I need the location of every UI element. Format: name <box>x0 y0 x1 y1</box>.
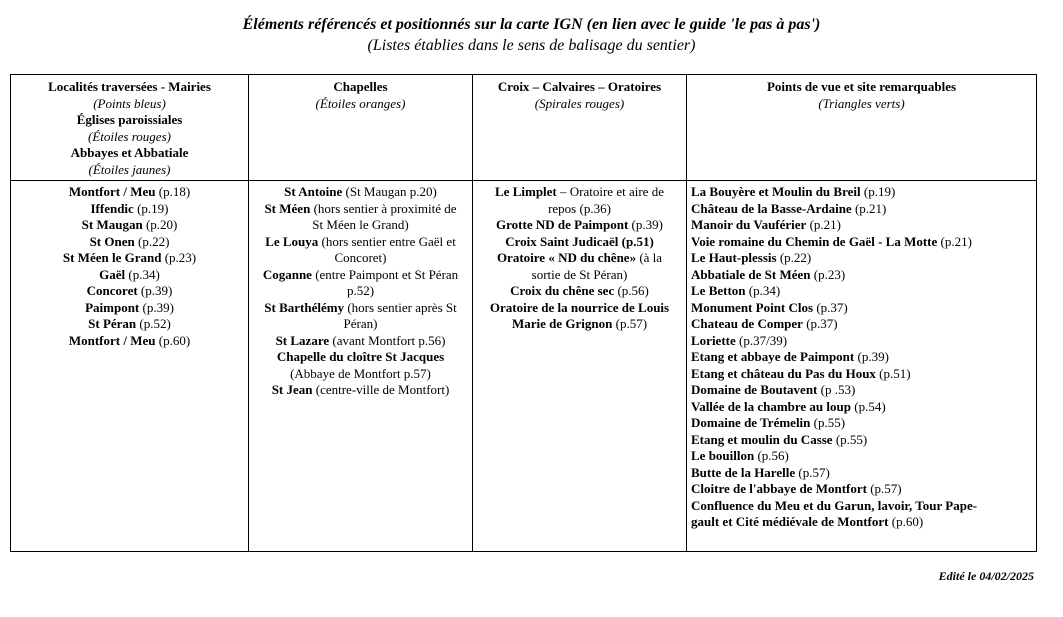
item-page-ref: (p.37) <box>802 316 838 331</box>
item-page-ref: (p.19) <box>133 200 169 216</box>
item-page-ref: (p.54) <box>851 398 886 414</box>
item-name: Château de la Basse-Ardaine <box>691 200 852 216</box>
item-page-ref: (p.57) <box>795 464 830 480</box>
item-name: Etang et moulin du Casse <box>691 431 833 447</box>
item-detail: Péran) <box>343 316 378 331</box>
item-name: Le Betton <box>691 283 746 298</box>
item-page-ref: (p.34) <box>125 266 160 282</box>
item-name: Marie de Grignon <box>511 316 613 331</box>
list-item <box>15 250 244 267</box>
header-line: Localités traversées - Mairies <box>48 79 211 94</box>
item-name: Domaine de Boutavent <box>691 382 818 397</box>
item-detail: St Méen le Grand) <box>312 217 409 232</box>
item-name: Paimpont <box>85 299 140 315</box>
item-detail: (p.57) <box>612 316 648 331</box>
list-item <box>691 349 1032 366</box>
list-localites <box>11 181 249 552</box>
list-item <box>15 316 244 333</box>
item-detail: (Abbaye de Montfort p.57) <box>290 365 431 381</box>
header-line: (Spirales rouges) <box>534 95 625 111</box>
item-name: St Barthélémy <box>264 299 345 315</box>
page-title: Éléments référencés et positionnés sur la carte IGN (en lien avec le guide 'le pas à pas') <box>242 16 821 33</box>
item-page-ref: (p .53) <box>817 382 856 397</box>
list-item <box>253 184 468 201</box>
item-detail: (p.39) <box>628 217 663 232</box>
item-name: Gaël <box>99 266 126 282</box>
list-item <box>691 300 1032 317</box>
list-item <box>477 283 682 300</box>
item-name: Grotte ND de Paimpont <box>496 217 629 232</box>
item-detail: (hors sentier entre Gaël et <box>318 233 456 249</box>
list-item <box>691 201 1032 218</box>
item-page-ref: (p.37/39) <box>735 332 788 348</box>
list-item <box>691 184 1032 201</box>
list-item <box>477 184 682 201</box>
list-item <box>15 217 244 234</box>
list-item <box>691 250 1032 267</box>
item-name: St Antoine <box>284 184 343 199</box>
item-page-ref: (p.21) <box>937 233 972 249</box>
item-name: Croix du chêne sec <box>510 283 615 298</box>
list-item <box>15 333 244 350</box>
points-table <box>10 74 1037 552</box>
item-name: Chapelle du cloître St Jacques <box>276 349 445 364</box>
header-line: (Étoiles jaunes) <box>88 161 171 177</box>
list-item <box>477 316 682 333</box>
item-page-ref: (p.23) <box>161 250 197 265</box>
item-detail: p.52) <box>346 283 375 298</box>
item-detail: sortie de St Péran) <box>531 266 628 282</box>
item-page-ref: (p.60) <box>155 332 191 348</box>
list-item <box>15 201 244 218</box>
header-line: (Triangles verts) <box>818 95 905 111</box>
item-page-ref: (p.22) <box>776 250 812 265</box>
item-name: Monument Point Clos <box>691 299 814 315</box>
item-name: gault et Cité médiévale de Montfort <box>691 514 889 529</box>
item-detail: (p.56) <box>614 283 649 298</box>
list-item <box>691 366 1032 383</box>
list-item <box>691 217 1032 234</box>
header-line: (Points bleus) <box>93 95 166 111</box>
list-croix <box>473 181 687 552</box>
item-page-ref: (p.56) <box>754 448 789 463</box>
item-name: Le Louya <box>265 233 319 249</box>
list-item <box>691 415 1032 432</box>
list-item <box>691 382 1032 399</box>
header-line: Églises paroissiales <box>76 112 183 127</box>
list-item <box>253 267 468 284</box>
item-page-ref: (p.22) <box>134 233 170 249</box>
item-name: St Jean <box>271 382 313 397</box>
item-detail: – Oratoire et aire de <box>556 184 664 199</box>
item-detail: (à la <box>636 250 663 265</box>
item-name: Voie romaine du Chemin de Gaël - La Motte <box>691 233 938 249</box>
item-page-ref: (p.57) <box>866 481 902 496</box>
list-item <box>253 316 468 333</box>
list-item <box>253 283 468 300</box>
list-item <box>691 267 1032 284</box>
header-chapelles <box>249 75 473 181</box>
list-item <box>691 514 1032 531</box>
list-item <box>691 448 1032 465</box>
list-item <box>15 283 244 300</box>
list-item <box>691 432 1032 449</box>
header-points-de-vue <box>687 75 1037 181</box>
item-name: Oratoire de la nourrice de Louis <box>489 299 670 315</box>
item-name: Loriette <box>691 332 736 348</box>
item-page-ref: (p.52) <box>136 316 171 331</box>
item-name: Chateau de Comper <box>691 316 803 331</box>
header-croix <box>473 75 687 181</box>
item-name: Manoir du Vauférier <box>691 217 807 232</box>
item-name: St Lazare <box>275 332 330 348</box>
item-name: Etang et abbaye de Paimpont <box>691 349 855 364</box>
list-item <box>253 366 468 383</box>
item-name: Etang et château du Pas du Houx <box>691 365 876 381</box>
item-page-ref: (p.21) <box>851 200 887 216</box>
item-name: St Péran <box>88 316 137 331</box>
item-name: Abbatiale de St Méen <box>691 266 811 282</box>
item-page-ref: (p.60) <box>888 514 924 529</box>
item-detail: (entre Paimpont et St Péran <box>311 266 459 282</box>
list-item <box>691 234 1032 251</box>
list-item <box>253 201 468 218</box>
item-name: Montfort / Meu <box>68 184 156 199</box>
list-item <box>253 300 468 317</box>
list-item <box>477 217 682 234</box>
list-chapelles <box>249 181 473 552</box>
item-page-ref: (p.23) <box>810 266 846 282</box>
item-page-ref: (p.39) <box>139 299 174 315</box>
item-name: Le Limplet <box>495 184 557 199</box>
list-item <box>691 481 1032 498</box>
item-name: St Méen <box>264 200 311 216</box>
header-line: Chapelles <box>333 79 388 94</box>
list-item <box>691 316 1032 333</box>
item-page-ref: (p.18) <box>155 184 191 199</box>
list-item <box>253 234 468 251</box>
header-line: Abbayes et Abbatiale <box>70 145 189 160</box>
list-item <box>477 300 682 317</box>
item-name: St Méen le Grand <box>62 250 162 265</box>
list-item <box>477 201 682 218</box>
item-name: St Onen <box>89 233 135 249</box>
item-name: Croix Saint Judicaël (p.51) <box>505 233 654 249</box>
item-page-ref: (p.20) <box>142 217 178 232</box>
list-item <box>691 498 1032 515</box>
item-detail: (hors sentier après St <box>344 299 457 315</box>
item-name: Montfort / Meu <box>68 332 156 348</box>
list-item <box>253 333 468 350</box>
item-name: Confluence du Meu et du Garun, lavoir, Tour Pape- <box>691 497 978 513</box>
header-localites <box>11 75 249 181</box>
header-row <box>11 75 1037 181</box>
item-page-ref: (p.34) <box>745 283 781 298</box>
item-detail: repos (p.36) <box>548 200 611 216</box>
list-item <box>477 234 682 251</box>
list-item <box>691 283 1032 300</box>
header-line: (Étoiles rouges) <box>88 128 171 144</box>
item-name: Domaine de Trémelin <box>691 415 811 430</box>
header-line: Points de vue et site remarquables <box>766 79 957 94</box>
item-page-ref: (p.55) <box>832 431 868 447</box>
item-name: Le bouillon <box>691 448 755 463</box>
item-name: Iffendic <box>90 200 134 216</box>
list-item <box>477 267 682 284</box>
item-detail: (avant Montfort p.56) <box>329 332 446 348</box>
list-item <box>15 300 244 317</box>
page-subtitle: (Listes établies dans le sens de balisage du sentier) <box>367 37 696 54</box>
list-item <box>253 250 468 267</box>
item-page-ref: (p.21) <box>806 217 841 232</box>
item-name: Concoret <box>86 283 138 298</box>
list-item <box>691 399 1032 416</box>
list-item <box>15 234 244 251</box>
header-line: (Étoiles oranges) <box>315 95 406 111</box>
item-name: La Bouyère et Moulin du Breil <box>691 184 861 199</box>
header-line: Croix – Calvaires – Oratoires <box>497 79 662 94</box>
list-item <box>253 382 468 399</box>
item-name: Oratoire « ND du chêne» <box>496 250 637 265</box>
list-item <box>253 349 468 366</box>
item-page-ref: (p.55) <box>810 415 846 430</box>
list-item <box>15 184 244 201</box>
list-item <box>691 333 1032 350</box>
item-detail: (hors sentier à proximité de <box>310 200 457 216</box>
item-page-ref: (p.39) <box>137 283 173 298</box>
item-page-ref: (p.37) <box>813 299 848 315</box>
item-page-ref: (p.39) <box>854 349 889 364</box>
item-detail: (centre-ville de Montfort) <box>312 382 450 397</box>
item-name: Butte de la Harelle <box>691 464 796 480</box>
list-item <box>253 217 468 234</box>
item-name: Cloitre de l'abbaye de Montfort <box>691 481 867 496</box>
item-name: St Maugan <box>81 217 143 232</box>
item-name: Le Haut-plessis <box>691 250 777 265</box>
list-item <box>15 267 244 284</box>
list-item <box>477 250 682 267</box>
item-page-ref: (p.51) <box>875 365 911 381</box>
item-detail: (St Maugan p.20) <box>342 184 437 199</box>
content-row <box>11 181 1037 552</box>
list-item <box>691 465 1032 482</box>
item-detail: Concoret) <box>334 250 387 265</box>
edit-date: Edité le 04/02/2025 <box>938 569 1034 583</box>
item-name: Vallée de la chambre au loup <box>691 398 851 414</box>
item-name: Coganne <box>262 266 312 282</box>
item-page-ref: (p.19) <box>860 184 896 199</box>
list-points-de-vue <box>687 181 1037 552</box>
